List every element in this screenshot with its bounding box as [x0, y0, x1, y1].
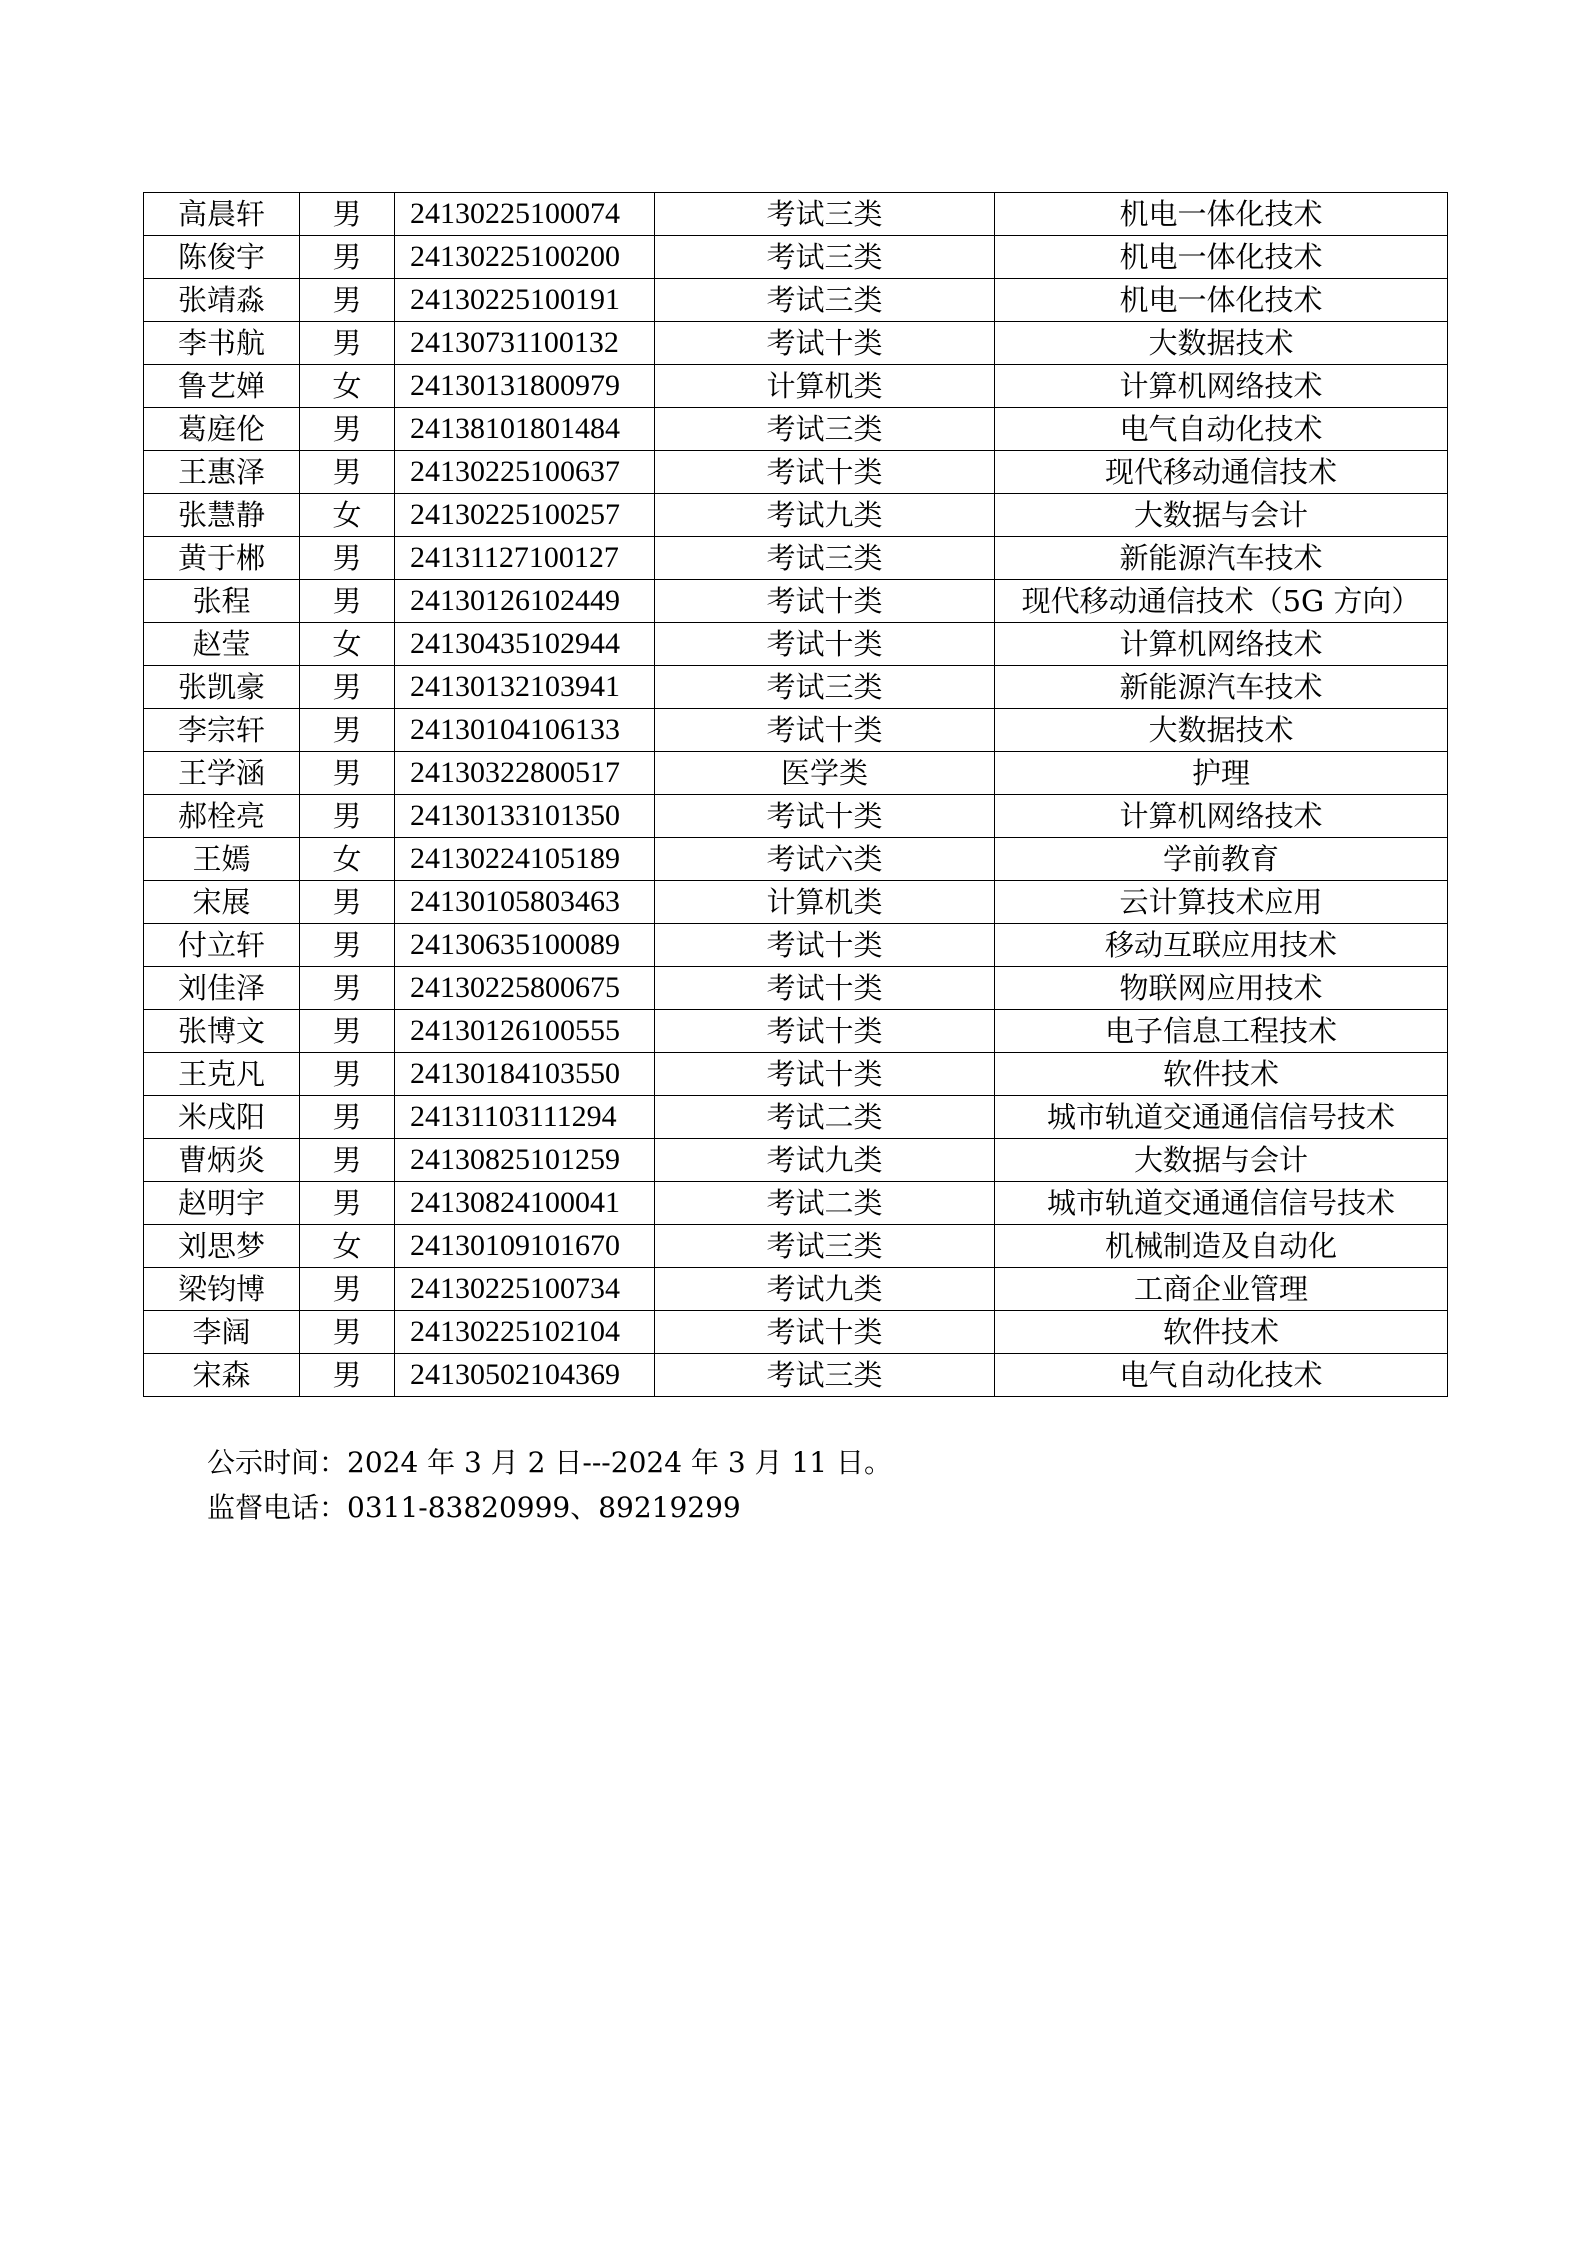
exam-number-cell: 24130225100637 — [395, 451, 655, 494]
major-cell: 大数据与会计 — [995, 1139, 1448, 1182]
table-row — [144, 666, 1448, 709]
gender-cell: 男 — [300, 408, 395, 451]
student-name-cell: 刘思梦 — [144, 1225, 300, 1268]
gender-cell: 女 — [300, 838, 395, 881]
student-name-cell: 李宗轩 — [144, 709, 300, 752]
table-row — [144, 537, 1448, 580]
table-row — [144, 838, 1448, 881]
exam-category-cell: 考试三类 — [655, 408, 995, 451]
exam-number-cell: 24130133101350 — [395, 795, 655, 838]
gender-cell: 男 — [300, 1311, 395, 1354]
exam-category-cell: 考试三类 — [655, 1354, 995, 1397]
gender-cell: 男 — [300, 924, 395, 967]
student-name-cell: 李阔 — [144, 1311, 300, 1354]
table-row — [144, 1268, 1448, 1311]
student-name-cell: 王惠泽 — [144, 451, 300, 494]
table-row — [144, 408, 1448, 451]
exam-number-cell: 24130225100074 — [395, 193, 655, 236]
table-row — [144, 623, 1448, 666]
major-cell: 大数据技术 — [995, 709, 1448, 752]
exam-number-cell: 24130225102104 — [395, 1311, 655, 1354]
table-row — [144, 236, 1448, 279]
table-row — [144, 1139, 1448, 1182]
exam-category-cell: 考试十类 — [655, 924, 995, 967]
exam-number-cell: 24130109101670 — [395, 1225, 655, 1268]
exam-number-cell: 24130105803463 — [395, 881, 655, 924]
gender-cell: 男 — [300, 193, 395, 236]
exam-number-cell: 24130502104369 — [395, 1354, 655, 1397]
major-cell: 电气自动化技术 — [995, 408, 1448, 451]
major-cell: 城市轨道交通通信信号技术 — [995, 1096, 1448, 1139]
exam-category-cell: 考试十类 — [655, 967, 995, 1010]
exam-category-cell: 考试十类 — [655, 623, 995, 666]
gender-cell: 男 — [300, 537, 395, 580]
admission-roster-table — [143, 192, 1448, 1397]
student-name-cell: 赵明宇 — [144, 1182, 300, 1225]
student-name-cell: 张博文 — [144, 1010, 300, 1053]
gender-cell: 男 — [300, 752, 395, 795]
student-name-cell: 赵莹 — [144, 623, 300, 666]
major-cell: 物联网应用技术 — [995, 967, 1448, 1010]
gender-cell: 男 — [300, 279, 395, 322]
major-cell: 云计算技术应用 — [995, 881, 1448, 924]
major-cell: 软件技术 — [995, 1053, 1448, 1096]
major-cell: 电子信息工程技术 — [995, 1010, 1448, 1053]
exam-category-cell: 考试十类 — [655, 322, 995, 365]
gender-cell: 男 — [300, 709, 395, 752]
exam-category-cell: 考试十类 — [655, 1010, 995, 1053]
exam-category-cell: 考试三类 — [655, 279, 995, 322]
student-name-cell: 宋森 — [144, 1354, 300, 1397]
exam-number-cell: 24130225800675 — [395, 967, 655, 1010]
student-name-cell: 鲁艺婵 — [144, 365, 300, 408]
table-row — [144, 709, 1448, 752]
gender-cell: 男 — [300, 967, 395, 1010]
major-cell: 现代移动通信技术 — [995, 451, 1448, 494]
exam-category-cell: 考试十类 — [655, 1311, 995, 1354]
major-cell: 新能源汽车技术 — [995, 537, 1448, 580]
major-cell: 机电一体化技术 — [995, 236, 1448, 279]
exam-number-cell: 24130126102449 — [395, 580, 655, 623]
table-row — [144, 279, 1448, 322]
exam-number-cell: 24130224105189 — [395, 838, 655, 881]
table-row — [144, 451, 1448, 494]
student-name-cell: 葛庭伦 — [144, 408, 300, 451]
exam-number-cell: 24130731100132 — [395, 322, 655, 365]
student-name-cell: 郝栓亮 — [144, 795, 300, 838]
exam-number-cell: 24130184103550 — [395, 1053, 655, 1096]
supervision-phone-text: 监督电话：0311-83820999、89219299 — [207, 1491, 741, 1524]
exam-category-cell: 考试三类 — [655, 236, 995, 279]
exam-category-cell: 考试三类 — [655, 193, 995, 236]
exam-category-cell: 计算机类 — [655, 881, 995, 924]
exam-number-cell: 24131103111294 — [395, 1096, 655, 1139]
exam-category-cell: 考试九类 — [655, 1268, 995, 1311]
table-row — [144, 1225, 1448, 1268]
major-cell: 护理 — [995, 752, 1448, 795]
exam-number-cell: 24130435102944 — [395, 623, 655, 666]
student-name-cell: 李书航 — [144, 322, 300, 365]
gender-cell: 男 — [300, 322, 395, 365]
exam-number-cell: 24130824100041 — [395, 1182, 655, 1225]
gender-cell: 男 — [300, 795, 395, 838]
gender-cell: 男 — [300, 1053, 395, 1096]
major-cell: 电气自动化技术 — [995, 1354, 1448, 1397]
table-row — [144, 967, 1448, 1010]
gender-cell: 女 — [300, 623, 395, 666]
gender-cell: 男 — [300, 236, 395, 279]
exam-category-cell: 考试十类 — [655, 795, 995, 838]
major-cell: 机电一体化技术 — [995, 193, 1448, 236]
student-name-cell: 陈俊宇 — [144, 236, 300, 279]
major-cell: 学前教育 — [995, 838, 1448, 881]
major-cell: 大数据技术 — [995, 322, 1448, 365]
exam-category-cell: 医学类 — [655, 752, 995, 795]
table-row — [144, 1182, 1448, 1225]
table-row — [144, 1096, 1448, 1139]
student-name-cell: 张慧静 — [144, 494, 300, 537]
major-cell: 计算机网络技术 — [995, 795, 1448, 838]
exam-category-cell: 考试十类 — [655, 451, 995, 494]
exam-number-cell: 24130225100734 — [395, 1268, 655, 1311]
gender-cell: 男 — [300, 1268, 395, 1311]
student-name-cell: 黄于郴 — [144, 537, 300, 580]
roster-table-body — [144, 193, 1448, 1397]
gender-cell: 男 — [300, 666, 395, 709]
student-name-cell: 梁钧博 — [144, 1268, 300, 1311]
major-cell: 计算机网络技术 — [995, 623, 1448, 666]
table-row — [144, 1010, 1448, 1053]
major-cell: 新能源汽车技术 — [995, 666, 1448, 709]
exam-category-cell: 考试三类 — [655, 537, 995, 580]
student-name-cell: 宋展 — [144, 881, 300, 924]
major-cell: 软件技术 — [995, 1311, 1448, 1354]
table-row — [144, 795, 1448, 838]
exam-number-cell: 24130225100200 — [395, 236, 655, 279]
major-cell: 机电一体化技术 — [995, 279, 1448, 322]
exam-category-cell: 考试三类 — [655, 666, 995, 709]
table-row — [144, 580, 1448, 623]
student-name-cell: 曹炳炎 — [144, 1139, 300, 1182]
major-cell: 大数据与会计 — [995, 494, 1448, 537]
major-cell: 计算机网络技术 — [995, 365, 1448, 408]
exam-number-cell: 24130635100089 — [395, 924, 655, 967]
gender-cell: 男 — [300, 1139, 395, 1182]
gender-cell: 女 — [300, 494, 395, 537]
major-cell: 城市轨道交通通信信号技术 — [995, 1182, 1448, 1225]
table-row — [144, 365, 1448, 408]
exam-category-cell: 考试九类 — [655, 1139, 995, 1182]
gender-cell: 女 — [300, 1225, 395, 1268]
exam-number-cell: 24138101801484 — [395, 408, 655, 451]
table-row — [144, 1311, 1448, 1354]
exam-category-cell: 考试十类 — [655, 709, 995, 752]
gender-cell: 女 — [300, 365, 395, 408]
table-row — [144, 193, 1448, 236]
exam-number-cell: 24131127100127 — [395, 537, 655, 580]
major-cell: 现代移动通信技术（5G 方向） — [995, 580, 1448, 623]
student-name-cell: 刘佳泽 — [144, 967, 300, 1010]
student-name-cell: 张程 — [144, 580, 300, 623]
gender-cell: 男 — [300, 580, 395, 623]
exam-category-cell: 考试三类 — [655, 1225, 995, 1268]
major-cell: 工商企业管理 — [995, 1268, 1448, 1311]
student-name-cell: 高晨轩 — [144, 193, 300, 236]
exam-category-cell: 计算机类 — [655, 365, 995, 408]
major-cell: 机械制造及自动化 — [995, 1225, 1448, 1268]
exam-category-cell: 考试十类 — [655, 580, 995, 623]
exam-category-cell: 考试二类 — [655, 1096, 995, 1139]
major-cell: 移动互联应用技术 — [995, 924, 1448, 967]
exam-number-cell: 24130225100257 — [395, 494, 655, 537]
gender-cell: 男 — [300, 1096, 395, 1139]
gender-cell: 男 — [300, 881, 395, 924]
exam-category-cell: 考试六类 — [655, 838, 995, 881]
table-row — [144, 494, 1448, 537]
exam-category-cell: 考试二类 — [655, 1182, 995, 1225]
gender-cell: 男 — [300, 1010, 395, 1053]
table-row — [144, 881, 1448, 924]
exam-number-cell: 24130131800979 — [395, 365, 655, 408]
student-name-cell: 王学涵 — [144, 752, 300, 795]
exam-category-cell: 考试十类 — [655, 1053, 995, 1096]
student-name-cell: 王嫣 — [144, 838, 300, 881]
student-name-cell: 张靖淼 — [144, 279, 300, 322]
exam-category-cell: 考试九类 — [655, 494, 995, 537]
table-row — [144, 752, 1448, 795]
exam-number-cell: 24130225100191 — [395, 279, 655, 322]
gender-cell: 男 — [300, 1354, 395, 1397]
student-name-cell: 米戌阳 — [144, 1096, 300, 1139]
exam-number-cell: 24130132103941 — [395, 666, 655, 709]
table-row — [144, 1354, 1448, 1397]
student-name-cell: 王克凡 — [144, 1053, 300, 1096]
exam-number-cell: 24130322800517 — [395, 752, 655, 795]
gender-cell: 男 — [300, 1182, 395, 1225]
table-row — [144, 1053, 1448, 1096]
exam-number-cell: 24130126100555 — [395, 1010, 655, 1053]
exam-number-cell: 24130104106133 — [395, 709, 655, 752]
exam-number-cell: 24130825101259 — [395, 1139, 655, 1182]
publicity-period-text: 公示时间：2024 年 3 月 2 日---2024 年 3 月 11 日。 — [207, 1446, 892, 1479]
student-name-cell: 付立轩 — [144, 924, 300, 967]
table-row — [144, 924, 1448, 967]
table-row — [144, 322, 1448, 365]
student-name-cell: 张凯豪 — [144, 666, 300, 709]
gender-cell: 男 — [300, 451, 395, 494]
